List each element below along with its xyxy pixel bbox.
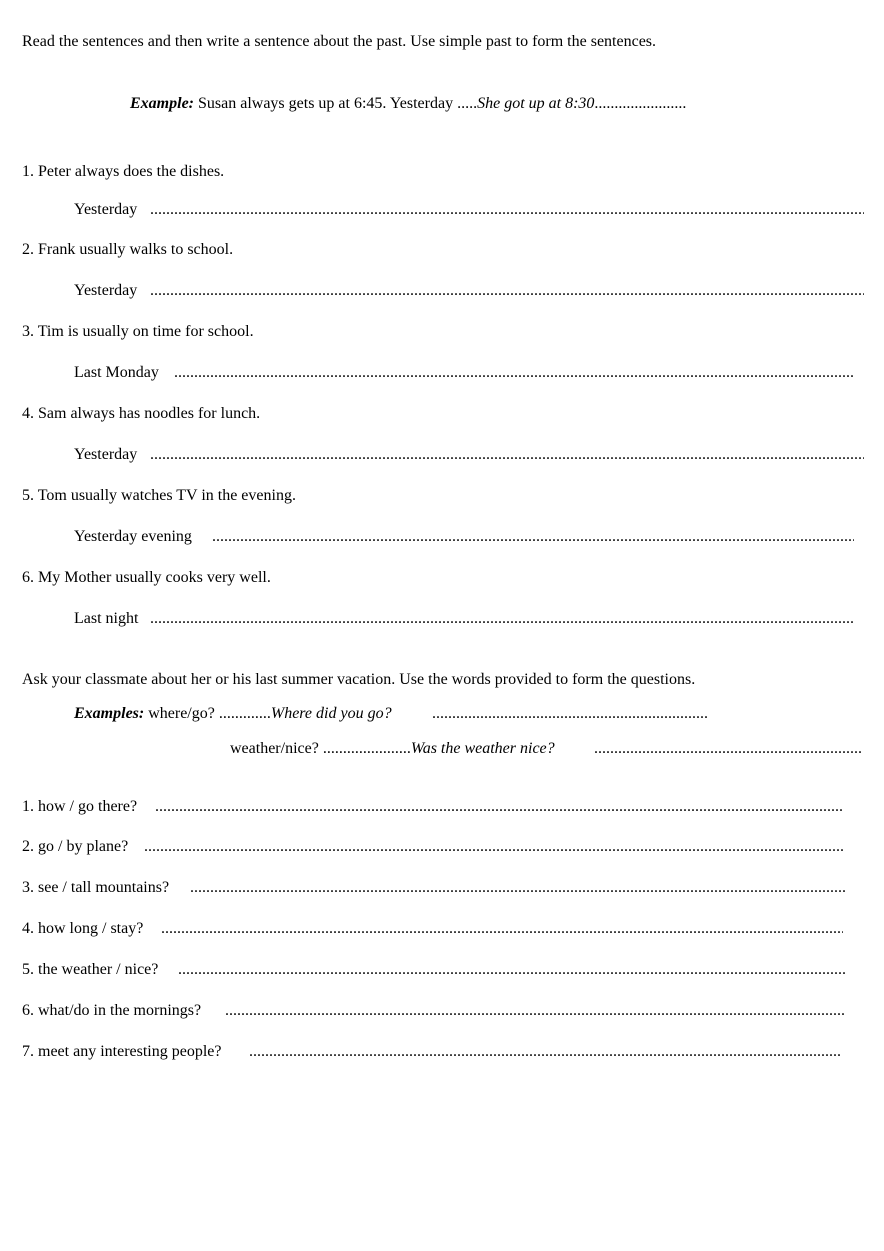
example-trail-dots-2 [594,739,862,759]
example-cue-2: weather/nice? [230,740,319,757]
exercise-sentence-2: 2. Frank usually walks to school. [22,241,234,258]
example-trail-dots: ....................... [594,95,687,112]
example-lead-dots-1: ............. [218,705,271,722]
example-part2-1 [74,704,392,724]
example-part2-2 [230,739,555,759]
example-label: Example: [130,95,194,112]
instruction-part2: Ask your classmate about her or his last summer vacation. Use the words provided to form the questions. [22,671,696,688]
question-line-3[interactable] [190,878,845,898]
answer-line-2[interactable] [150,281,864,301]
exercise-sentence-1: 1. Peter always does the dishes. [22,163,225,180]
answer-line-5[interactable] [212,527,854,547]
answer-line-1[interactable] [150,200,864,220]
example-answer-1: Where did you go? [270,705,392,722]
question-line-7[interactable] [249,1042,842,1062]
example-lead-dots-2: ...................... [322,740,411,757]
answer-line-4[interactable] [150,445,864,465]
question-line-4[interactable] [161,919,843,939]
example-cue-1: where/go? [148,705,215,722]
question-prompt-6: 6. what/do in the mornings? [22,1002,202,1019]
example-answer-2: Was the weather nice? [410,740,555,757]
answer-cue-5: Yesterday evening [74,528,192,545]
question-line-2[interactable] [144,837,844,857]
question-line-5[interactable] [178,960,846,980]
question-prompt-4: 4. how long / stay? [22,920,144,937]
question-prompt-5: 5. the weather / nice? [22,961,159,978]
question-prompt-2: 2. go / by plane? [22,838,129,855]
answer-line-6[interactable] [150,609,854,629]
example-trail-dots-1 [432,704,709,724]
question-line-1[interactable] [155,797,844,817]
examples-label: Examples: [74,705,145,722]
answer-cue-3: Last Monday [74,364,159,381]
question-prompt-1: 1. how / go there? [22,798,138,815]
question-prompt-3: 3. see / tall mountains? [22,879,170,896]
exercise-sentence-4: 4. Sam always has noodles for lunch. [22,405,261,422]
example-prompt: Susan always gets up at 6:45. Yesterday [198,95,454,112]
instruction-part1: Read the sentences and then write a sentence about the past. Use simple past to form the sentences. [22,33,657,50]
example-part1 [130,94,686,114]
exercise-sentence-5: 5. Tom usually watches TV in the evening. [22,487,296,504]
question-prompt-7: 7. meet any interesting people? [22,1043,222,1060]
answer-cue-6: Last night [74,610,139,627]
answer-cue-1: Yesterday [74,201,138,218]
example-lead-dots: ..... [457,95,478,112]
answer-cue-2: Yesterday [74,282,138,299]
answer-cue-4: Yesterday [74,446,138,463]
answer-line-3[interactable] [174,363,855,383]
exercise-sentence-6: 6. My Mother usually cooks very well. [22,569,271,586]
question-line-6[interactable] [225,1001,845,1021]
exercise-sentence-3: 3. Tim is usually on time for school. [22,323,254,340]
example-answer: She got up at 8:30 [477,95,595,112]
